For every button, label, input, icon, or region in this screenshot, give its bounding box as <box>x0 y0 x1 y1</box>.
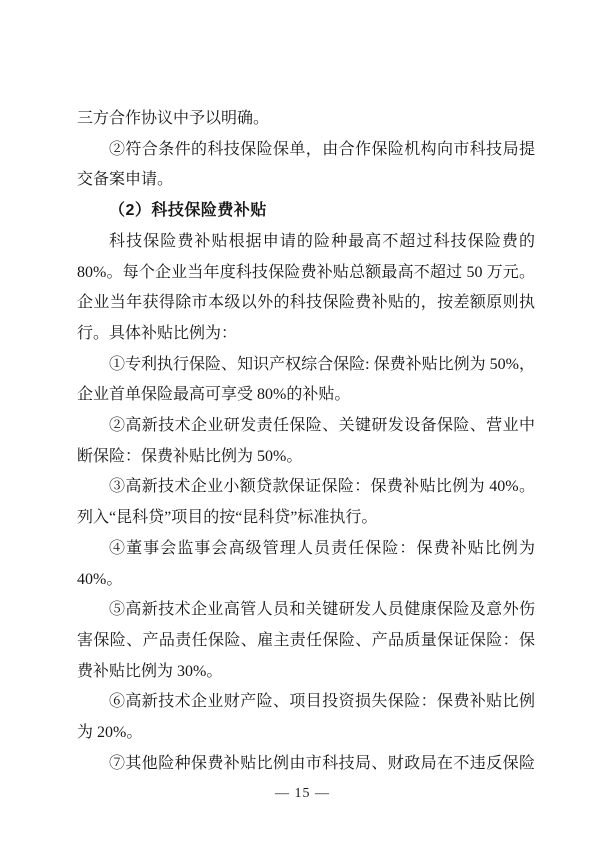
text-line: 科技保险费补贴根据申请的险种最高不超过科技保险费的 <box>109 232 535 250</box>
text-line: ⑥高新技术企业财产险、项目投资损失保险：保费补贴比例 <box>109 693 535 711</box>
text-line: ③高新技术企业小额贷款保证保险：保费补贴比例为 40%。 <box>109 478 535 496</box>
text-line: 费补贴比例为 30%。 <box>77 662 223 680</box>
text-line: ②符合条件的科技保险保单，由合作保险机构向市科技局提 <box>109 140 535 158</box>
text-line: ④董事会监事会高级管理人员责任保险：保费补贴比例为 <box>109 539 535 557</box>
text-line: 40%。 <box>77 570 123 588</box>
text-line: 为 20%。 <box>77 724 143 742</box>
page-number: — 15 — <box>275 786 330 801</box>
text-line: ⑦其他险种保费补贴比例由市科技局、财政局在不违反保险 <box>109 754 535 772</box>
section-heading: （2）科技保险费补贴 <box>109 202 267 220</box>
text-line: ②高新技术企业研发责任保险、关键研发设备保险、营业中 <box>109 417 535 435</box>
text-line: ⑤高新技术企业高管人员和关键研发人员健康保险及意外伤 <box>109 601 535 619</box>
text-line: 企业首单保险最高可享受 80%的补贴。 <box>77 386 351 404</box>
text-line: 企业当年获得除市本级以外的科技保险费补贴的，按差额原则执 <box>77 294 535 312</box>
text-line: ①专利执行保险、知识产权综合保险: 保费补贴比例为 50%， <box>109 355 535 373</box>
text-line: 害保险、产品责任保险、雇主责任保险、产品质量保证保险：保 <box>77 631 535 649</box>
text-line: 列入“昆科贷”项目的按“昆科贷”标准执行。 <box>77 509 378 527</box>
text-line: 80%。每个企业当年度科技保险费补贴总额最高不超过 50 万元。 <box>77 263 535 281</box>
text-line: 交备案申请。 <box>77 171 174 189</box>
text-line: 行。具体补贴比例为： <box>77 324 238 342</box>
text-line: 断保险：保费补贴比例为 50%。 <box>77 447 303 465</box>
text-line: 三方合作协议中予以明确。 <box>77 110 270 127</box>
document-body <box>77 104 535 779</box>
